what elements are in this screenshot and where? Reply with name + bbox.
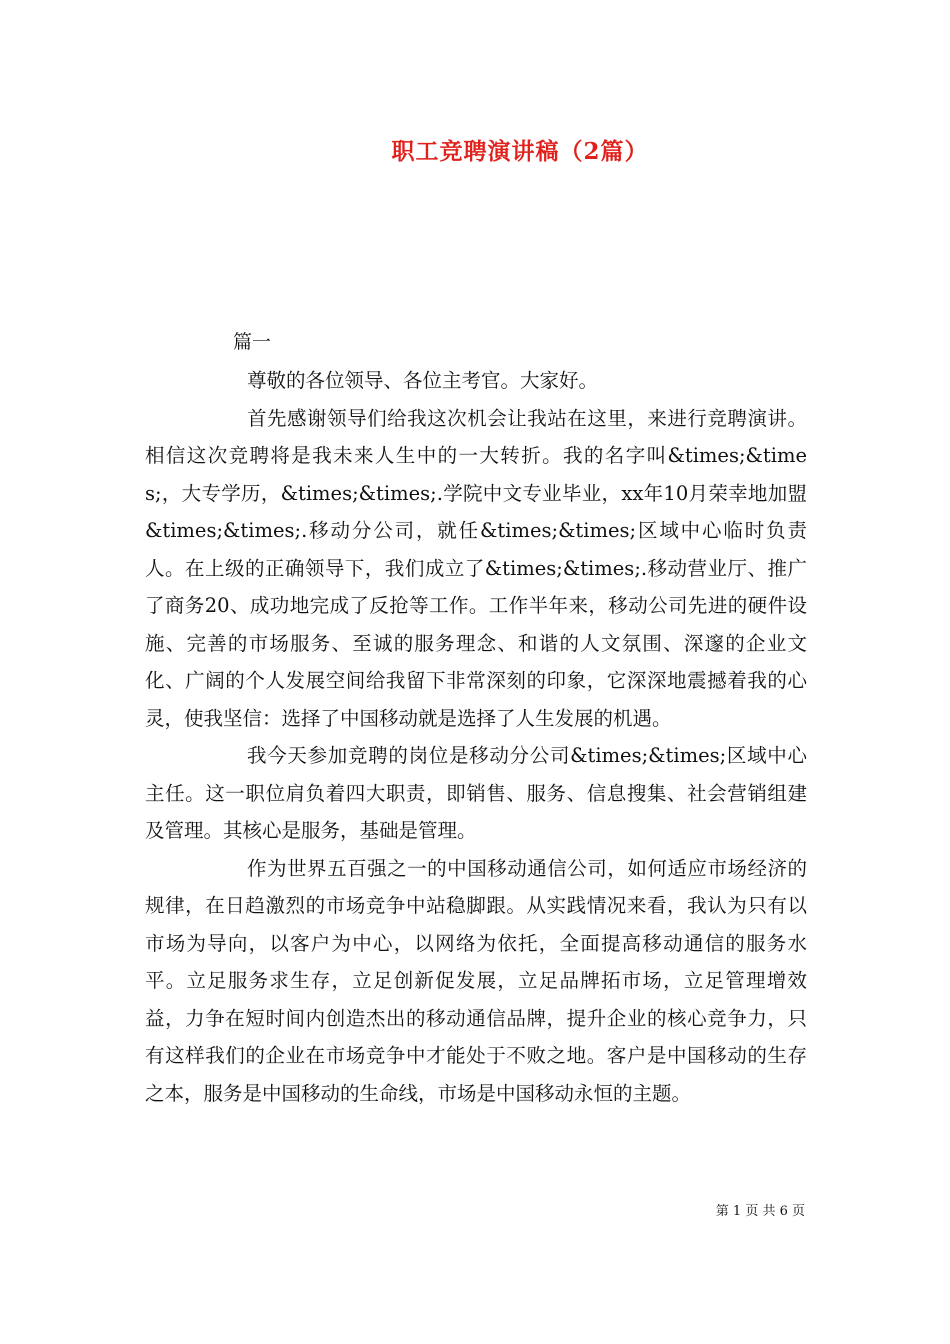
- page-indicator: 第 1 页 共 6 页: [715, 1204, 805, 1219]
- paragraph-greeting: 尊敬的各位领导、各位主考官。大家好。: [247, 369, 599, 392]
- section-label: 篇一: [233, 331, 272, 353]
- paragraph-position: 我今天参加竞聘的岗位是移动分公司&times;&times;区域中心主任。这一职位肩负着四大职责，即销售、服务、信息搜集、社会营销组建及管理。其核心是服务，基础是管理。: [145, 744, 807, 842]
- document-body: [145, 362, 807, 1112]
- paragraph-strategy: 作为世界五百强之一的中国移动通信公司，如何适应市场经济的规律，在日趋激烈的市场竞争中站稳脚跟。从实践情况来看，我认为只有以市场为导向，以客户为中心，以网络为依托，全面提高移动通信的服务水平。立足服务求生存，立足创新促发展，立足品牌拓市场，立足管理增效益，力争在短时间内创造杰出的移动通信品牌，提升企业的核心竞争力，只有这样我们的企业在市场竞争中才能处于不败之地。客户是中国移动的生存之本，服务是中国移动的生命线，市场是中国移动永恒的主题。: [145, 856, 807, 1105]
- paragraph-introduction: 首先感谢领导们给我这次机会让我站在这里，来进行竞聘演讲。相信这次竞聘将是我未来人生中的一大转折。我的名字叫&times;&times;，大专学历，&times;&times;.学院中文专业毕业，xx年10月荣幸地加盟&times;&times;.移动分公司，就任&times;&times;区域中心临时负责人。在上级的正确领导下，我们成立了&times;&times;.移动营业厅、推广了商务20、成功地完成了反抢等工作。工作半年来，移动公司先进的硬件设施、完善的市场服务、至诚的服务理念、和谐的人文氛围、深邃的企业文化、广阔的个人发展空间给我留下非常深刻的印象，它深深地震撼着我的心灵，使我坚信：选择了中国移动就是选择了人生发展的机遇。: [145, 406, 807, 730]
- document-title: 职工竞聘演讲稿（2篇）: [391, 138, 649, 165]
